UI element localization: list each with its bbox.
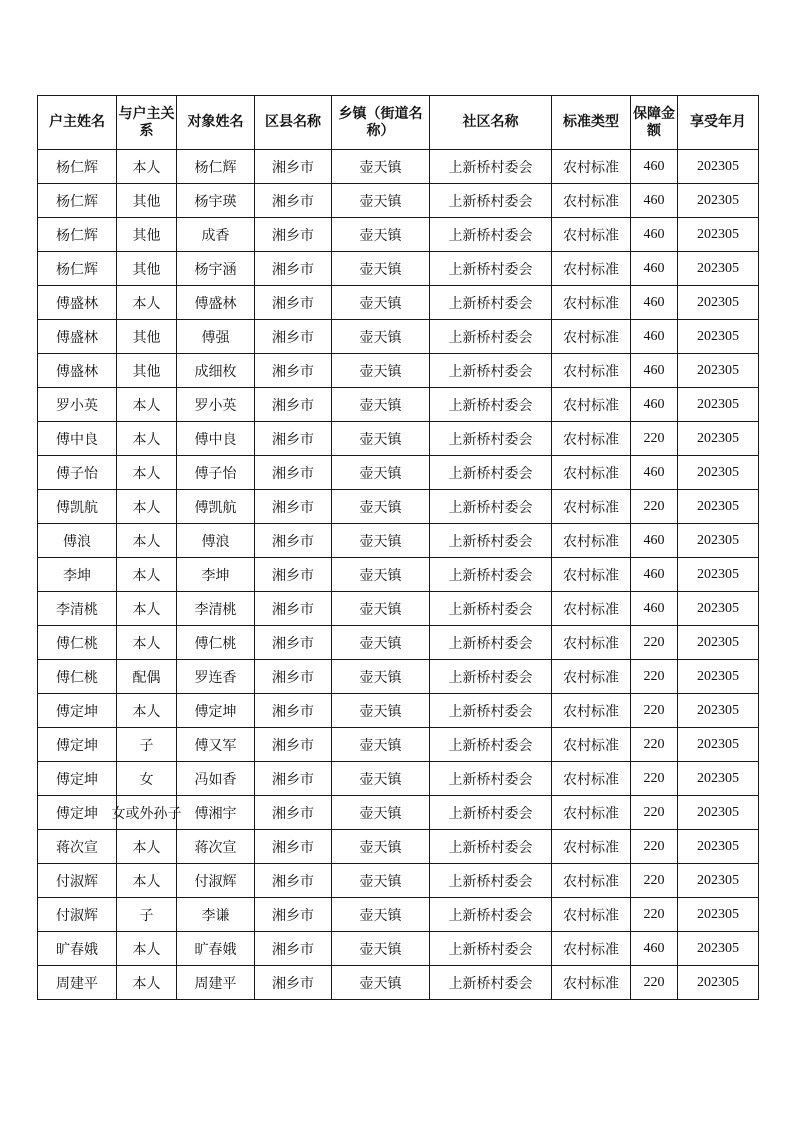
cell-period: 202305 — [678, 558, 759, 592]
cell-community: 上新桥村委会 — [430, 864, 552, 898]
cell-amount: 220 — [631, 490, 678, 524]
cell-recipient-name: 杨仁辉 — [177, 150, 255, 184]
cell-period: 202305 — [678, 388, 759, 422]
cell-period: 202305 — [678, 524, 759, 558]
cell-period: 202305 — [678, 796, 759, 830]
table-row — [38, 286, 759, 320]
cell-township: 壶天镇 — [332, 592, 430, 626]
cell-community: 上新桥村委会 — [430, 626, 552, 660]
cell-amount: 220 — [631, 898, 678, 932]
cell-township: 壶天镇 — [332, 966, 430, 1000]
cell-householder-name: 杨仁辉 — [38, 150, 117, 184]
cell-township: 壶天镇 — [332, 864, 430, 898]
header-householder-name: 户主姓名 — [38, 96, 117, 150]
cell-relation: 子 — [117, 728, 177, 762]
cell-amount: 220 — [631, 830, 678, 864]
cell-recipient-name: 傅定坤 — [177, 694, 255, 728]
cell-recipient-name: 李清桃 — [177, 592, 255, 626]
cell-township: 壶天镇 — [332, 762, 430, 796]
cell-amount: 460 — [631, 184, 678, 218]
cell-county: 湘乡市 — [255, 388, 332, 422]
cell-recipient-name: 傅强 — [177, 320, 255, 354]
cell-county: 湘乡市 — [255, 898, 332, 932]
cell-township: 壶天镇 — [332, 422, 430, 456]
cell-relation: 其他 — [117, 354, 177, 388]
cell-householder-name: 傅定坤 — [38, 694, 117, 728]
cell-relation: 本人 — [117, 932, 177, 966]
cell-householder-name: 傅盛林 — [38, 354, 117, 388]
cell-amount: 460 — [631, 286, 678, 320]
cell-community: 上新桥村委会 — [430, 558, 552, 592]
cell-amount: 220 — [631, 864, 678, 898]
cell-county: 湘乡市 — [255, 558, 332, 592]
cell-community: 上新桥村委会 — [430, 150, 552, 184]
cell-township: 壶天镇 — [332, 184, 430, 218]
cell-householder-name: 付淑辉 — [38, 864, 117, 898]
relation-overflow-box — [111, 803, 182, 823]
cell-amount: 460 — [631, 456, 678, 490]
cell-period: 202305 — [678, 456, 759, 490]
cell-community: 上新桥村委会 — [430, 320, 552, 354]
cell-community: 上新桥村委会 — [430, 898, 552, 932]
cell-community: 上新桥村委会 — [430, 218, 552, 252]
cell-recipient-name: 傅子怡 — [177, 456, 255, 490]
cell-standard-type: 农村标准 — [552, 320, 631, 354]
cell-community: 上新桥村委会 — [430, 456, 552, 490]
cell-county: 湘乡市 — [255, 218, 332, 252]
cell-standard-type: 农村标准 — [552, 218, 631, 252]
cell-standard-type: 农村标准 — [552, 456, 631, 490]
cell-amount: 460 — [631, 388, 678, 422]
cell-amount: 460 — [631, 218, 678, 252]
cell-county: 湘乡市 — [255, 966, 332, 1000]
cell-period: 202305 — [678, 626, 759, 660]
cell-relation: 本人 — [117, 150, 177, 184]
cell-householder-name: 傅仁桃 — [38, 660, 117, 694]
cell-township: 壶天镇 — [332, 456, 430, 490]
cell-standard-type: 农村标准 — [552, 490, 631, 524]
cell-community: 上新桥村委会 — [430, 422, 552, 456]
cell-standard-type: 农村标准 — [552, 864, 631, 898]
cell-recipient-name: 李谦 — [177, 898, 255, 932]
header-recipient-name: 对象姓名 — [177, 96, 255, 150]
cell-standard-type: 农村标准 — [552, 966, 631, 1000]
table-body — [38, 150, 759, 1000]
cell-period: 202305 — [678, 252, 759, 286]
cell-relation: 本人 — [117, 830, 177, 864]
cell-township: 壶天镇 — [332, 796, 430, 830]
cell-householder-name: 周建平 — [38, 966, 117, 1000]
cell-period: 202305 — [678, 490, 759, 524]
table-row — [38, 898, 759, 932]
cell-standard-type: 农村标准 — [552, 728, 631, 762]
cell-relation: 本人 — [117, 864, 177, 898]
cell-relation: 本人 — [117, 524, 177, 558]
cell-period: 202305 — [678, 830, 759, 864]
cell-period: 202305 — [678, 966, 759, 1000]
cell-community: 上新桥村委会 — [430, 830, 552, 864]
cell-amount: 220 — [631, 422, 678, 456]
cell-householder-name: 傅盛林 — [38, 320, 117, 354]
cell-relation — [111, 796, 182, 830]
cell-standard-type: 农村标准 — [552, 524, 631, 558]
cell-county: 湘乡市 — [255, 694, 332, 728]
cell-standard-type: 农村标准 — [552, 932, 631, 966]
cell-relation: 配偶 — [117, 660, 177, 694]
cell-amount: 460 — [631, 558, 678, 592]
cell-standard-type: 农村标准 — [552, 796, 631, 830]
cell-householder-name: 杨仁辉 — [38, 184, 117, 218]
header-county: 区县名称 — [255, 96, 332, 150]
table-row — [38, 490, 759, 524]
cell-recipient-name: 付淑辉 — [177, 864, 255, 898]
cell-relation: 本人 — [117, 626, 177, 660]
cell-recipient-name: 罗小英 — [177, 388, 255, 422]
cell-relation: 本人 — [117, 694, 177, 728]
cell-recipient-name: 蒋次宣 — [177, 830, 255, 864]
cell-county: 湘乡市 — [255, 422, 332, 456]
table-row — [38, 150, 759, 184]
cell-recipient-name: 冯如香 — [177, 762, 255, 796]
cell-county: 湘乡市 — [255, 524, 332, 558]
cell-relation: 本人 — [117, 490, 177, 524]
cell-recipient-name: 傅凯航 — [177, 490, 255, 524]
cell-amount: 460 — [631, 320, 678, 354]
cell-community: 上新桥村委会 — [430, 796, 552, 830]
table-row — [38, 354, 759, 388]
cell-relation: 本人 — [117, 286, 177, 320]
cell-recipient-name: 杨宇瑛 — [177, 184, 255, 218]
cell-standard-type: 农村标准 — [552, 694, 631, 728]
cell-householder-name: 傅子怡 — [38, 456, 117, 490]
cell-standard-type: 农村标准 — [552, 286, 631, 320]
cell-period: 202305 — [678, 592, 759, 626]
cell-recipient-name: 罗连香 — [177, 660, 255, 694]
cell-period: 202305 — [678, 864, 759, 898]
table-row — [38, 694, 759, 728]
cell-amount: 460 — [631, 592, 678, 626]
header-community: 社区名称 — [430, 96, 552, 150]
cell-community: 上新桥村委会 — [430, 592, 552, 626]
cell-householder-name: 蒋次宣 — [38, 830, 117, 864]
cell-amount: 220 — [631, 966, 678, 1000]
cell-recipient-name: 旷春娥 — [177, 932, 255, 966]
cell-township: 壶天镇 — [332, 320, 430, 354]
cell-amount: 220 — [631, 796, 678, 830]
cell-amount: 220 — [631, 694, 678, 728]
cell-amount: 460 — [631, 150, 678, 184]
table-row — [38, 184, 759, 218]
cell-recipient-name: 傅中良 — [177, 422, 255, 456]
cell-community: 上新桥村委会 — [430, 728, 552, 762]
cell-standard-type: 农村标准 — [552, 660, 631, 694]
cell-relation: 本人 — [117, 422, 177, 456]
cell-community: 上新桥村委会 — [430, 490, 552, 524]
cell-standard-type: 农村标准 — [552, 422, 631, 456]
cell-township: 壶天镇 — [332, 932, 430, 966]
cell-amount: 220 — [631, 626, 678, 660]
cell-recipient-name: 傅湘宇 — [177, 796, 255, 830]
table-row — [38, 728, 759, 762]
table-row — [38, 626, 759, 660]
cell-recipient-name: 成细枚 — [177, 354, 255, 388]
cell-householder-name: 傅凯航 — [38, 490, 117, 524]
cell-householder-name: 李清桃 — [38, 592, 117, 626]
cell-county: 湘乡市 — [255, 762, 332, 796]
cell-amount: 460 — [631, 524, 678, 558]
cell-township: 壶天镇 — [332, 660, 430, 694]
cell-amount: 460 — [631, 932, 678, 966]
cell-standard-type: 农村标准 — [552, 354, 631, 388]
cell-standard-type: 农村标准 — [552, 898, 631, 932]
cell-county: 湘乡市 — [255, 796, 332, 830]
cell-period: 202305 — [678, 932, 759, 966]
cell-county: 湘乡市 — [255, 286, 332, 320]
cell-householder-name: 李坤 — [38, 558, 117, 592]
cell-community: 上新桥村委会 — [430, 286, 552, 320]
cell-amount: 220 — [631, 762, 678, 796]
cell-community: 上新桥村委会 — [430, 660, 552, 694]
cell-period: 202305 — [678, 898, 759, 932]
cell-standard-type: 农村标准 — [552, 626, 631, 660]
cell-householder-name: 傅定坤 — [38, 728, 117, 762]
cell-standard-type: 农村标准 — [552, 762, 631, 796]
cell-relation: 其他 — [117, 320, 177, 354]
cell-township: 壶天镇 — [332, 728, 430, 762]
cell-householder-name: 旷春娥 — [38, 932, 117, 966]
cell-period: 202305 — [678, 728, 759, 762]
cell-township: 壶天镇 — [332, 490, 430, 524]
cell-standard-type: 农村标准 — [552, 388, 631, 422]
cell-period: 202305 — [678, 320, 759, 354]
cell-standard-type: 农村标准 — [552, 592, 631, 626]
cell-community: 上新桥村委会 — [430, 762, 552, 796]
cell-amount: 460 — [631, 354, 678, 388]
cell-county: 湘乡市 — [255, 728, 332, 762]
cell-township: 壶天镇 — [332, 898, 430, 932]
cell-recipient-name: 杨宇涵 — [177, 252, 255, 286]
table-row — [38, 966, 759, 1000]
cell-county: 湘乡市 — [255, 456, 332, 490]
benefit-roster-table — [37, 95, 759, 1000]
cell-householder-name: 傅定坤 — [38, 796, 117, 830]
cell-relation: 本人 — [117, 592, 177, 626]
cell-county: 湘乡市 — [255, 660, 332, 694]
cell-township: 壶天镇 — [332, 694, 430, 728]
cell-recipient-name: 傅仁桃 — [177, 626, 255, 660]
cell-community: 上新桥村委会 — [430, 252, 552, 286]
cell-standard-type: 农村标准 — [552, 830, 631, 864]
cell-relation: 本人 — [117, 388, 177, 422]
table-row — [38, 932, 759, 966]
table-row — [38, 422, 759, 456]
cell-community: 上新桥村委会 — [430, 388, 552, 422]
cell-householder-name: 傅浪 — [38, 524, 117, 558]
header-standard-type: 标准类型 — [552, 96, 631, 150]
cell-recipient-name: 傅盛林 — [177, 286, 255, 320]
cell-relation: 本人 — [117, 558, 177, 592]
cell-county: 湘乡市 — [255, 864, 332, 898]
cell-county: 湘乡市 — [255, 150, 332, 184]
cell-period: 202305 — [678, 286, 759, 320]
cell-period: 202305 — [678, 218, 759, 252]
cell-relation: 女 — [117, 762, 177, 796]
cell-recipient-name: 李坤 — [177, 558, 255, 592]
table-row — [38, 592, 759, 626]
cell-county: 湘乡市 — [255, 252, 332, 286]
cell-community: 上新桥村委会 — [430, 966, 552, 1000]
table-row — [38, 830, 759, 864]
cell-householder-name: 傅中良 — [38, 422, 117, 456]
cell-township: 壶天镇 — [332, 558, 430, 592]
cell-township: 壶天镇 — [332, 150, 430, 184]
cell-county: 湘乡市 — [255, 932, 332, 966]
cell-relation: 子 — [117, 898, 177, 932]
table-row — [38, 660, 759, 694]
cell-township: 壶天镇 — [332, 218, 430, 252]
header-period: 享受年月 — [678, 96, 759, 150]
cell-county: 湘乡市 — [255, 626, 332, 660]
cell-period: 202305 — [678, 184, 759, 218]
cell-township: 壶天镇 — [332, 830, 430, 864]
cell-township: 壶天镇 — [332, 286, 430, 320]
cell-relation: 其他 — [117, 184, 177, 218]
cell-period: 202305 — [678, 422, 759, 456]
cell-standard-type: 农村标准 — [552, 252, 631, 286]
cell-community: 上新桥村委会 — [430, 694, 552, 728]
cell-standard-type: 农村标准 — [552, 558, 631, 592]
cell-recipient-name: 成香 — [177, 218, 255, 252]
cell-householder-name: 杨仁辉 — [38, 218, 117, 252]
cell-recipient-name: 傅浪 — [177, 524, 255, 558]
cell-householder-name: 付淑辉 — [38, 898, 117, 932]
header-relation: 与户主关系 — [117, 96, 177, 150]
cell-householder-name: 罗小英 — [38, 388, 117, 422]
cell-relation: 其他 — [117, 252, 177, 286]
cell-recipient-name: 周建平 — [177, 966, 255, 1000]
cell-period: 202305 — [678, 660, 759, 694]
cell-householder-name: 傅盛林 — [38, 286, 117, 320]
cell-township: 壶天镇 — [332, 252, 430, 286]
cell-period: 202305 — [678, 762, 759, 796]
table-row — [38, 252, 759, 286]
cell-period: 202305 — [678, 694, 759, 728]
table-row — [38, 796, 759, 830]
table-header-row — [38, 96, 759, 150]
cell-county: 湘乡市 — [255, 320, 332, 354]
cell-community: 上新桥村委会 — [430, 932, 552, 966]
table-row — [38, 864, 759, 898]
cell-county: 湘乡市 — [255, 490, 332, 524]
cell-relation: 本人 — [117, 966, 177, 1000]
cell-community: 上新桥村委会 — [430, 354, 552, 388]
cell-householder-name: 傅定坤 — [38, 762, 117, 796]
cell-period: 202305 — [678, 354, 759, 388]
cell-householder-name: 杨仁辉 — [38, 252, 117, 286]
header-township: 乡镇（街道名称） — [332, 96, 430, 150]
table-row — [38, 320, 759, 354]
table-row — [38, 218, 759, 252]
cell-county: 湘乡市 — [255, 592, 332, 626]
cell-county: 湘乡市 — [255, 830, 332, 864]
cell-community: 上新桥村委会 — [430, 524, 552, 558]
cell-county: 湘乡市 — [255, 354, 332, 388]
table-row — [38, 388, 759, 422]
cell-township: 壶天镇 — [332, 626, 430, 660]
cell-householder-name: 傅仁桃 — [38, 626, 117, 660]
relation-text: 女或外孙子 — [111, 805, 182, 822]
cell-township: 壶天镇 — [332, 388, 430, 422]
cell-amount: 220 — [631, 660, 678, 694]
cell-standard-type: 农村标准 — [552, 184, 631, 218]
cell-relation: 其他 — [117, 218, 177, 252]
cell-township: 壶天镇 — [332, 354, 430, 388]
cell-amount: 460 — [631, 252, 678, 286]
cell-community: 上新桥村委会 — [430, 184, 552, 218]
cell-recipient-name: 傅又军 — [177, 728, 255, 762]
table-row — [38, 762, 759, 796]
table-row — [38, 558, 759, 592]
header-amount: 保障金额 — [631, 96, 678, 150]
cell-period: 202305 — [678, 150, 759, 184]
cell-amount: 220 — [631, 728, 678, 762]
cell-township: 壶天镇 — [332, 524, 430, 558]
cell-relation: 本人 — [117, 456, 177, 490]
cell-county: 湘乡市 — [255, 184, 332, 218]
table-row — [38, 524, 759, 558]
cell-standard-type: 农村标准 — [552, 150, 631, 184]
table-row — [38, 456, 759, 490]
